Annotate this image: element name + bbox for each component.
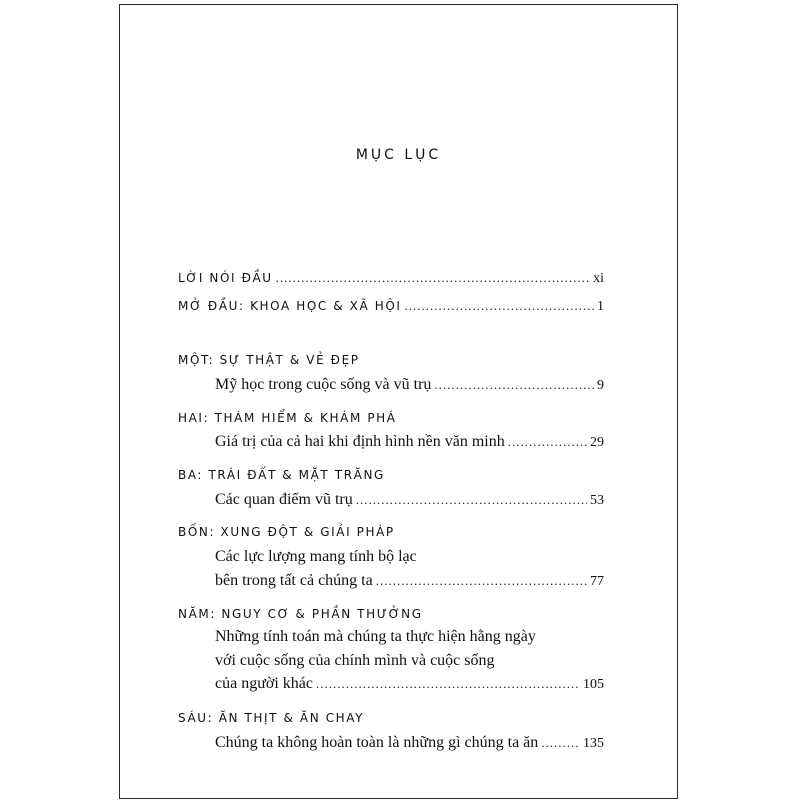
chapter-heading: SÁU: ĂN THỊT & ĂN CHAY	[178, 711, 365, 725]
book-page	[119, 4, 678, 799]
toc-entry-chapter-5	[215, 675, 604, 693]
toc-entry-label: Mỹ học trong cuộc sống và vũ trụ	[215, 376, 432, 393]
toc-entry-label: của người khác	[215, 675, 313, 692]
chapter-heading: BỐN: XUNG ĐỘT & GIẢI PHÁP	[178, 525, 395, 539]
chapter-heading: MỘT: SỰ THẬT & VẺ ĐẸP	[178, 353, 360, 367]
toc-entry-label: bên trong tất cả chúng ta	[215, 572, 373, 589]
toc-entry-chapter-4	[215, 572, 604, 590]
toc-entry-label: LỜI NÓI ĐẦU	[178, 271, 273, 285]
toc-entry-line: với cuộc sống của chính mình và cuộc sống	[215, 652, 495, 669]
chapter-heading: HAI: THÁM HIỂM & KHÁM PHÁ	[178, 411, 397, 425]
toc-page-number: xi	[593, 271, 604, 286]
leader-dots	[276, 270, 590, 286]
toc-entry-label: Giá trị của cả hai khi định hình nền văn minh	[215, 433, 505, 450]
toc-entry-label: MỞ ĐẦU: KHOA HỌC & XÃ HỘI	[178, 299, 402, 313]
leader-dots	[316, 676, 580, 692]
toc-entry-introduction	[178, 298, 604, 315]
leader-dots	[508, 434, 587, 450]
toc-entry-chapter-3	[215, 491, 604, 509]
leader-dots	[434, 377, 594, 393]
toc-page-number: 1	[597, 299, 604, 314]
page-title: MỤC LỤC	[355, 147, 442, 163]
toc-page-number: 53	[590, 493, 604, 508]
toc-entry-line: Những tính toán mà chúng ta thực hiện hằng ngày	[215, 628, 536, 645]
toc-page-number: 135	[583, 736, 604, 751]
leader-dots	[541, 735, 580, 751]
toc-entry-chapter-6	[215, 734, 604, 752]
toc-entry-line: Các lực lượng mang tính bộ lạc	[215, 548, 417, 565]
chapter-heading: BA: TRÁI ĐẤT & MẶT TRĂNG	[178, 468, 385, 482]
toc-page-number: 105	[583, 677, 604, 692]
toc-entry-preface	[178, 270, 604, 287]
toc-entry-chapter-2	[215, 433, 604, 451]
toc-page-number: 77	[590, 574, 604, 589]
toc-page-number: 9	[597, 378, 604, 393]
toc-entry-label: Chúng ta không hoàn toàn là những gì chúng ta ăn	[215, 734, 539, 751]
chapter-heading: NĂM: NGUY CƠ & PHẦN THƯỞNG	[178, 607, 423, 621]
toc-entry-chapter-1	[215, 376, 604, 394]
leader-dots	[356, 492, 587, 508]
leader-dots	[405, 298, 594, 314]
toc-entry-label: Các quan điểm vũ trụ	[215, 491, 353, 508]
leader-dots	[376, 573, 587, 589]
toc-page-number: 29	[590, 435, 604, 450]
